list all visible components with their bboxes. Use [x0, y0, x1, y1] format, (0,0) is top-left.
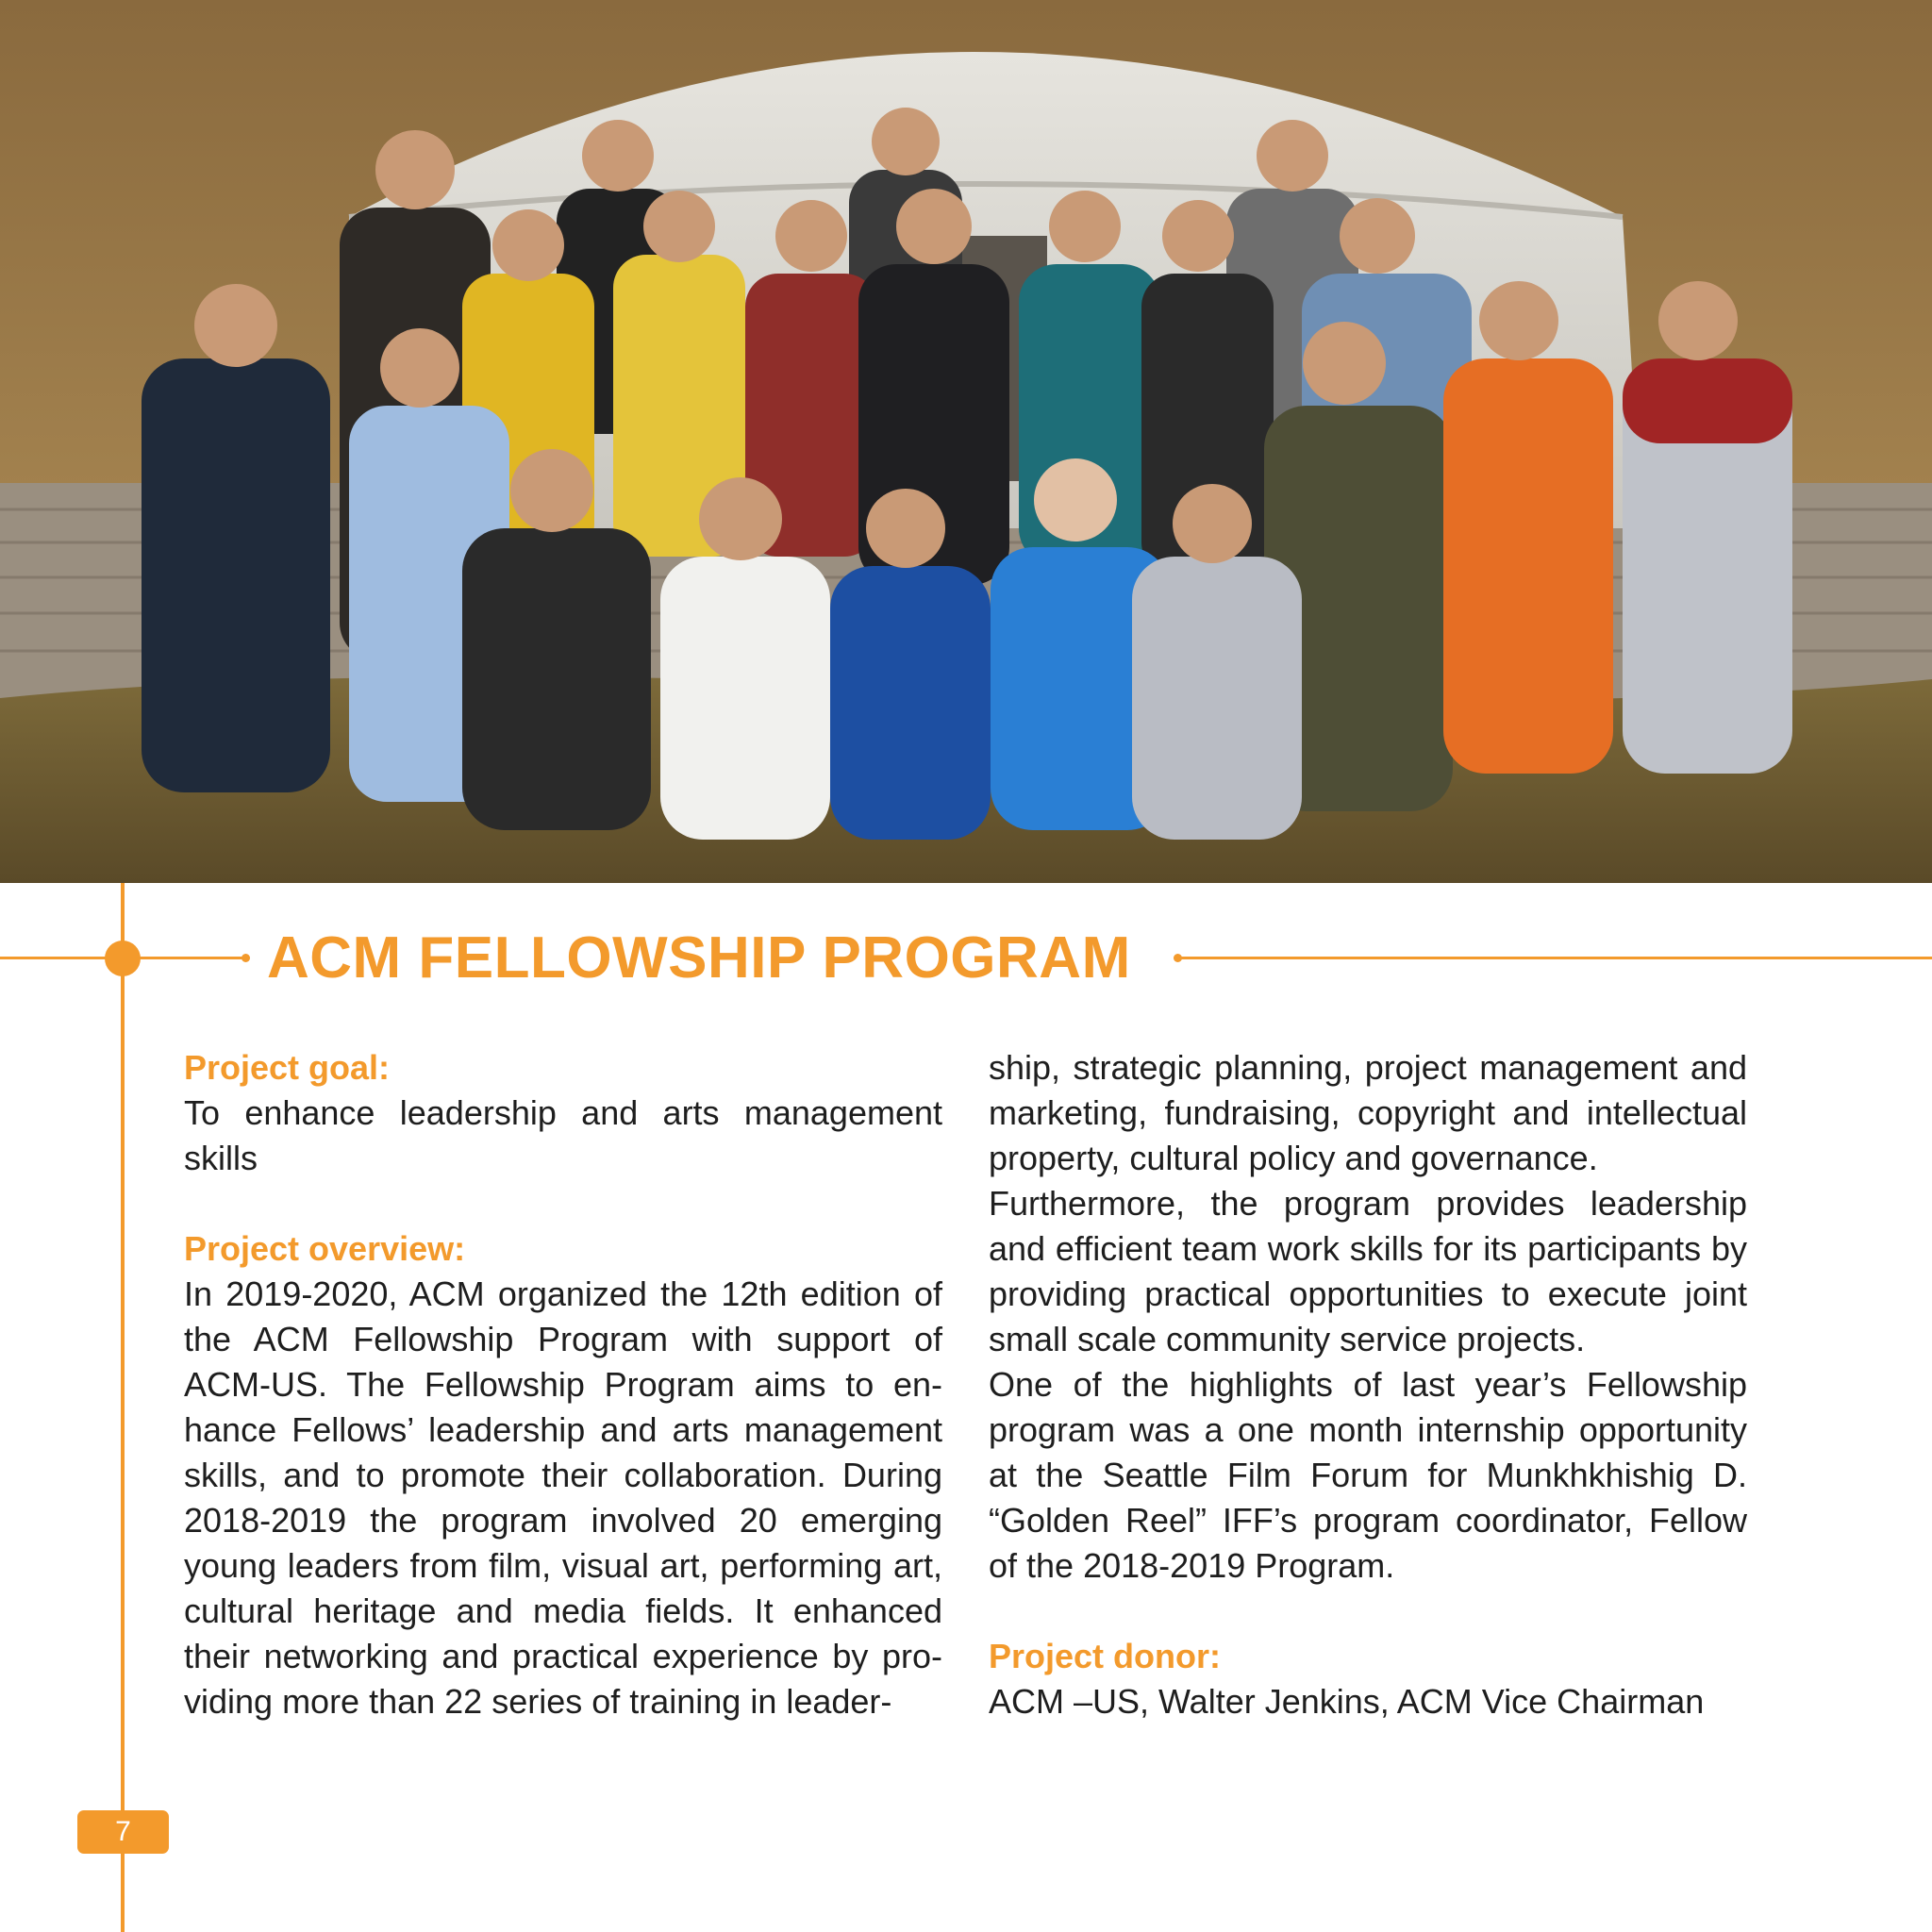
left-column [184, 1045, 942, 1724]
rule-end-dot-right [1174, 954, 1182, 962]
project-overview-continued: ship, strategic planning, project management and marketing, fundraising, copyright and intellectual property, cultural policy and governance. [989, 1048, 1747, 1177]
highlight-paragraph: One of the highlights of last year’s Fellowship program was a one month internship opportunity at the Seattle Film Forum for Munkhkhishig D. “Golden Reel” IFF’s program coordinator, Fellow of the 2018-2019 Program. [989, 1365, 1747, 1585]
project-goal-text: To enhance leadership and arts management skills [184, 1093, 942, 1177]
project-overview-heading: Project overview: [184, 1229, 466, 1268]
project-overview-text: In 2019-2020, ACM organized the 12th edition of the ACM Fellowship Program with support of ACM-US. The Fellowship Program aims to enhance Fellows’ leadership and arts management skills, and to promote their collaboration. During 2018-2019 the program involved 20 emerging young leaders from film, visual art, performing art, cultural heritage and media fields. It enhanced their networking and practical experience by providing more than 22 series of training in leader- [184, 1274, 942, 1721]
right-column [989, 1045, 1747, 1724]
page-number: 7 [77, 1810, 169, 1854]
page-title: ACM FELLOWSHIP PROGRAM [267, 925, 1131, 991]
rule-end-dot-left [242, 954, 250, 962]
project-donor-heading: Project donor: [989, 1637, 1222, 1675]
group-photo [0, 0, 1932, 883]
vertical-accent-line [121, 883, 125, 1932]
accent-dot [105, 941, 141, 976]
project-goal-heading: Project goal: [184, 1048, 391, 1087]
furthermore-paragraph: Furthermore, the program provides leadership and efficient team work skills for its participants by providing practical opportunities to execute joint small scale community service projects. [989, 1184, 1747, 1358]
project-donor-text: ACM –US, Walter Jenkins, ACM Vice Chairman [989, 1682, 1705, 1721]
title-rule-right [1179, 957, 1932, 959]
